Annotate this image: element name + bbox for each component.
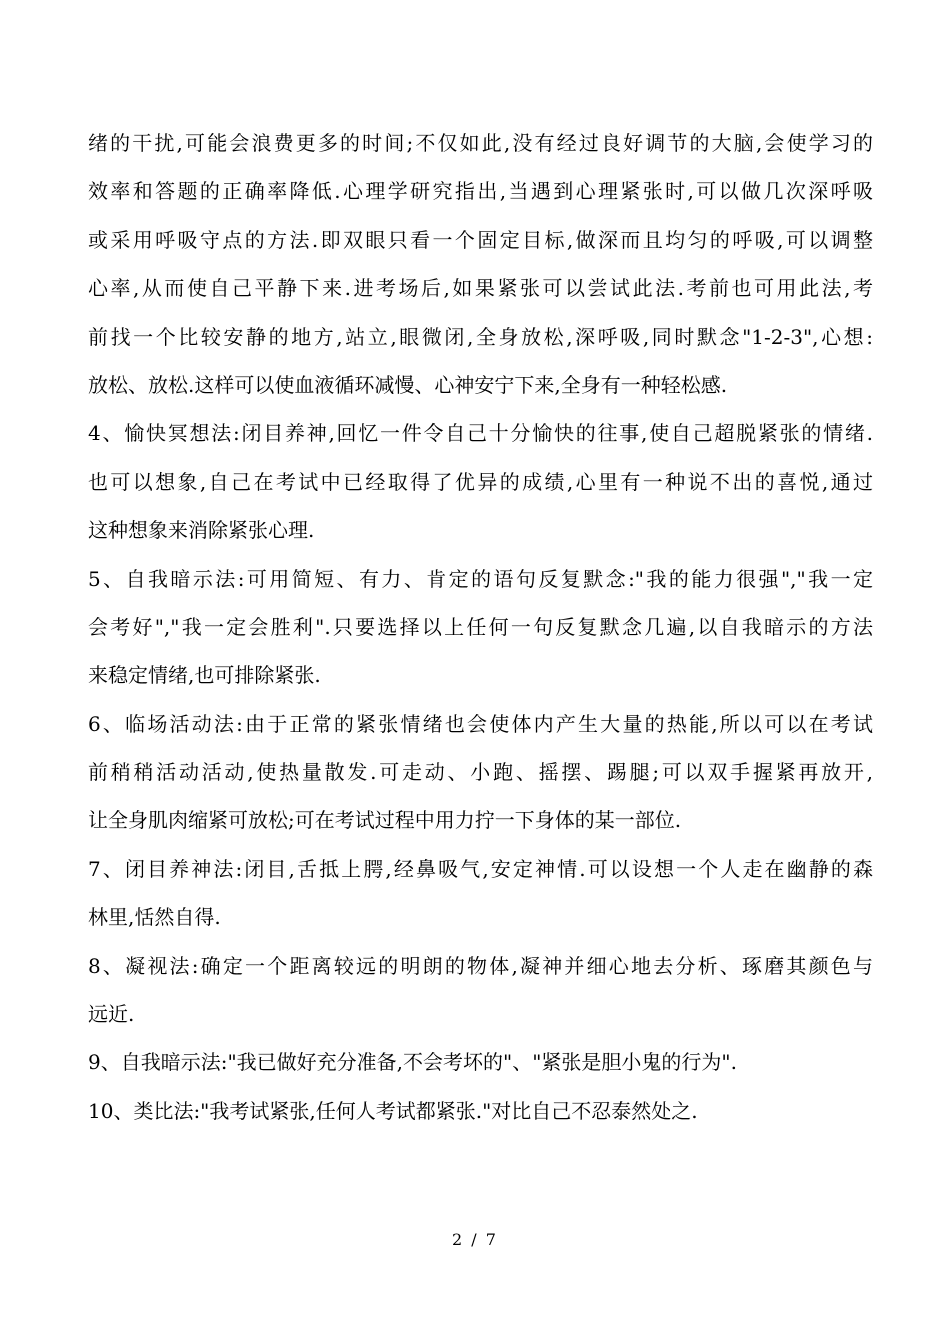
text-line: 8、凝视法:确定一个距离较远的明朗的物体,凝神并细心地去分析、琢磨其颜色与	[88, 953, 873, 978]
text-line: 效率和答题的正确率降低.心理学研究指出,当遇到心理紧张时,可以做几次深呼吸	[88, 179, 873, 204]
text-line: 前找一个比较安静的地方,站立,眼微闭,全身放松,深呼吸,同时默念"1-2-3",心想:	[88, 324, 873, 349]
text-line: 5、自我暗示法:可用简短、有力、肯定的语句反复默念:"我的能力很强","我一定	[88, 566, 873, 591]
text-line: 6、临场活动法:由于正常的紧张情绪也会使体内产生大量的热能,所以可以在考试	[88, 711, 873, 736]
text-line: 9、自我暗示法:"我已做好充分准备,不会考坏的"、"紧张是胆小鬼的行为".	[88, 1050, 737, 1075]
text-line: 7、闭目养神法:闭目,舌抵上腭,经鼻吸气,安定神情.可以设想一个人走在幽静的森	[88, 856, 873, 881]
text-line: 让全身肌肉缩紧可放松;可在考试过程中用力拧一下身体的某一部位.	[88, 808, 682, 833]
text-line: 10、类比法:"我考试紧张,任何人考试都紧张."对比自己不忍泰然处之.	[88, 1098, 698, 1123]
text-line: 会考好","我一定会胜利".只要选择以上任何一句反复默念几遍,以自我暗示的方法	[88, 614, 873, 639]
text-line: 也可以想象,自己在考试中已经取得了优异的成绩,心里有一种说不出的喜悦,通过	[88, 469, 873, 494]
text-line: 绪的干扰,可能会浪费更多的时间;不仅如此,没有经过良好调节的大脑,会使学习的	[88, 131, 873, 155]
text-line: 前稍稍活动活动,使热量散发.可走动、小跑、摇摆、踢腿;可以双手握紧再放开,	[88, 760, 873, 785]
text-line: 来稳定情绪,也可排除紧张.	[88, 663, 321, 688]
text-line: 或采用呼吸守点的方法.即双眼只看一个固定目标,做深而且均匀的呼吸,可以调整	[88, 227, 873, 252]
text-line: 放松、放松.这样可以使血液循环减慢、心神安宁下来,全身有一种轻松感.	[88, 372, 728, 397]
text-line: 这种想象来消除紧张心理.	[88, 518, 315, 543]
text-line: 心率,从而使自己平静下来.进考场后,如果紧张可以尝试此法.考前也可用此法,考	[88, 276, 873, 301]
text-line: 远近.	[88, 1002, 135, 1027]
text-line: 林里,恬然自得.	[88, 905, 221, 930]
document-body	[88, 119, 873, 1135]
page-number: 2 / 7	[452, 1230, 498, 1249]
text-line: 4、愉快冥想法:闭目养神,回忆一件令自己十分愉快的往事,使自己超脱紧张的情绪.	[88, 421, 873, 446]
